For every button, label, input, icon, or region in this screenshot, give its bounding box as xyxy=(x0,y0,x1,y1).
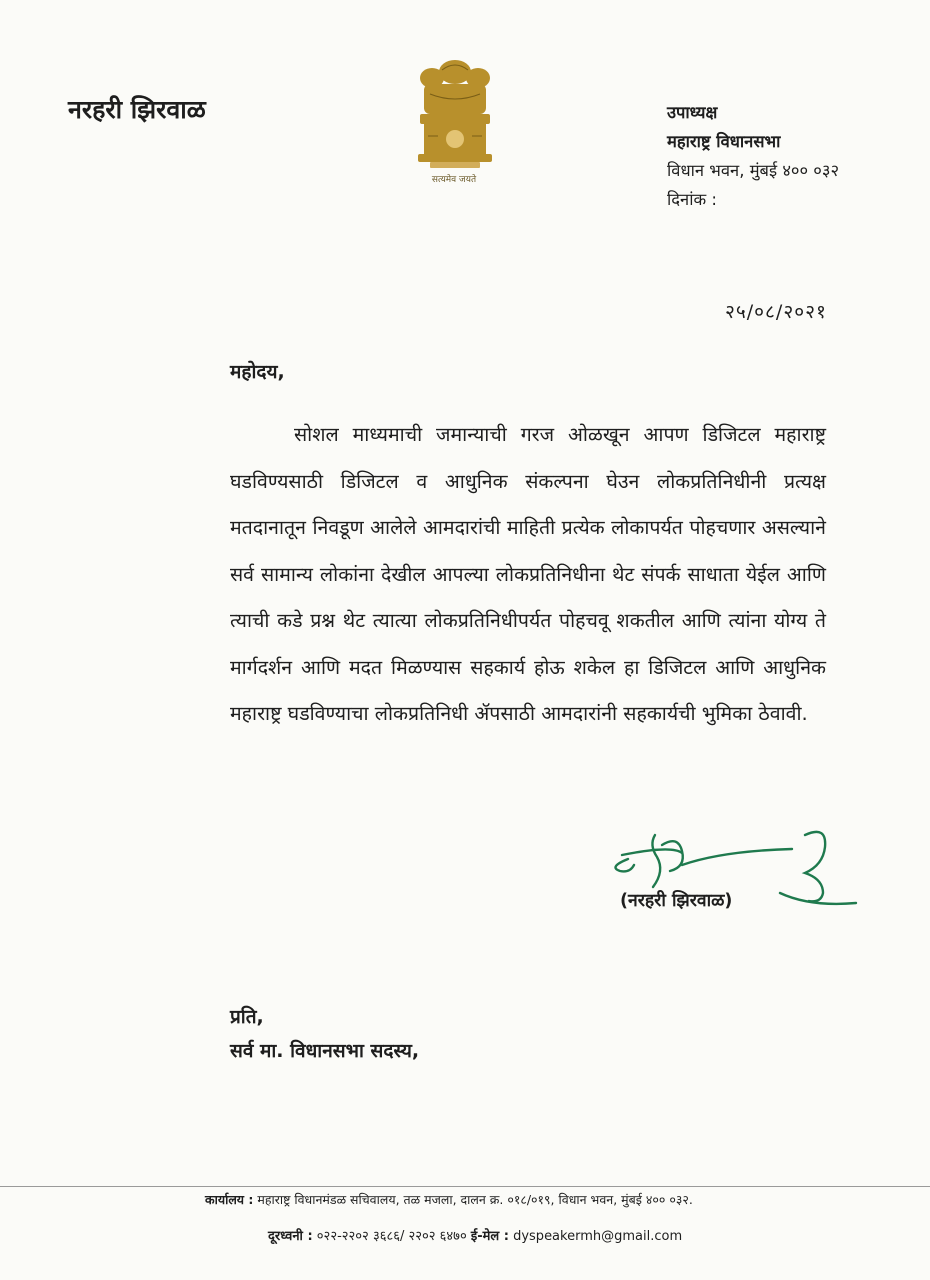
sender-office-block xyxy=(667,98,839,214)
date-label: दिनांक : xyxy=(667,190,717,209)
phone-label: दूरध्वनी : xyxy=(268,1229,313,1244)
office-address: विधान भवन, मुंबई ४०० ०३२ xyxy=(667,161,840,180)
emblem-motto: सत्यमेव जयते xyxy=(431,175,477,185)
sender-name: नरहरी झिरवाळ xyxy=(68,95,206,124)
salutation: महोदय, xyxy=(230,361,285,383)
recipient-label: प्रति, xyxy=(230,1006,264,1028)
phone-number: ०२२-२२०२ ३६८६/ २२०२ ६४७० xyxy=(316,1229,467,1244)
email-label: ई-मेल : xyxy=(470,1229,509,1244)
email-address: dyspeakermh@gmail.com xyxy=(513,1229,683,1244)
signatory-name: (नरहरी झिरवाळ) xyxy=(620,891,733,911)
footer-office-address xyxy=(205,1191,693,1208)
assembly-name: महाराष्ट्र विधानसभा xyxy=(667,132,781,151)
recipient-list: सर्व मा. विधानसभा सदस्य, xyxy=(230,1040,420,1062)
office-label: कार्यालय : xyxy=(205,1192,254,1207)
designation: उपाध्यक्ष xyxy=(667,103,718,122)
footer-contact xyxy=(268,1226,682,1244)
letter-body: सोशल माध्यमाची जमान्याची गरज ओळखून आपण डिजिटल महाराष्ट्र घडविण्यसाठी डिजिटल व आधुनिक संकल्पना घेउन लोकप्रतिनिधीनी प्रत्यक्ष मतदानातून निवडूण आलेले आमदारांची माहिती प्रत्येक लोकापर्यत पोहचणार असल्याने सर्व सामान्य लोकांना देखील आपल्या लोकप्रतिनिधीना थेट संपर्क साधाता येईल आणि त्याची कडे प्रश्न थेट त्यात्या लोकप्रतिनिधीपर्यत पोहचवू शकतील आणि त्यांना योग्य ते मार्गदर्शन आणि मदत मिळण्यास सहकार्य होऊ शकेल हा डिजिटल आणि आधुनिक महाराष्ट्र घडविण्याचा लोकप्रतिनिधी ॲपसाठी आमदारांनी सहकार्यची भुमिका ठेवावी. xyxy=(230,423,826,725)
footer-divider xyxy=(0,1186,930,1187)
office-address-text: महाराष्ट्र विधानमंडळ सचिवालय, तळ मजला, दालन क्र. ०१८/०१९, विधान भवन, मुंबई ४०० ०३२. xyxy=(257,1192,693,1207)
letter-date: २५/०८/२०२१ xyxy=(725,301,827,323)
national-emblem-icon xyxy=(410,52,500,192)
